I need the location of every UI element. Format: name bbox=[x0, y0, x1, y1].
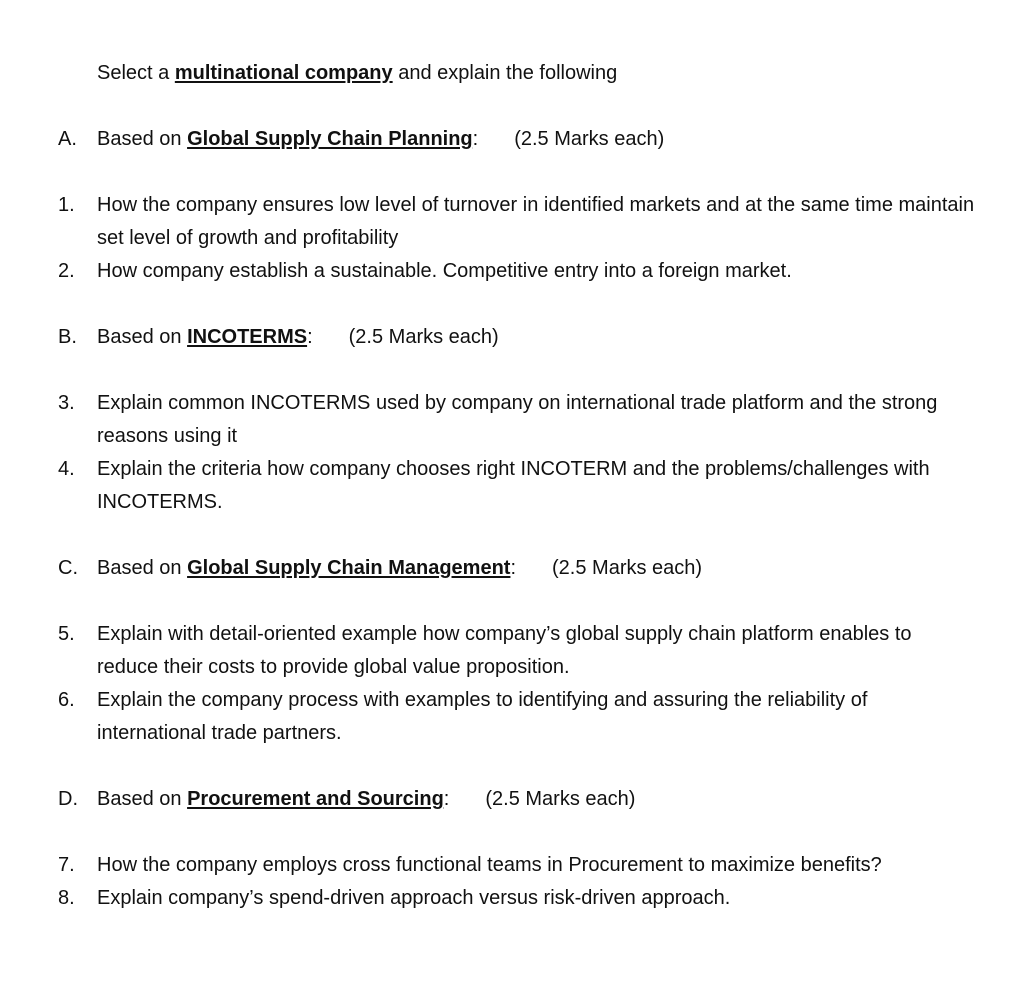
section-c-topic: Global Supply Chain Management bbox=[187, 557, 511, 579]
section-a-prefix: Based on bbox=[97, 128, 188, 150]
question-5-text: Explain with detail-oriented example how company’s global supply chain platform enables to reduce their costs to provide global value proposition. bbox=[97, 623, 912, 678]
question-5-number: 5. bbox=[58, 623, 75, 645]
question-1-number: 1. bbox=[58, 194, 75, 216]
section-d-marks: (2.5 Marks each) bbox=[485, 788, 636, 810]
intro-emphasis: multinational company bbox=[174, 62, 393, 84]
question-7-number: 7. bbox=[58, 854, 75, 876]
section-d-prefix: Based on bbox=[97, 788, 188, 810]
section-d-topic: Procurement and Sourcing bbox=[187, 788, 444, 810]
intro-suffix: and explain the following bbox=[392, 62, 618, 84]
section-d-letter: D. bbox=[58, 788, 78, 810]
section-a-colon: : bbox=[472, 128, 479, 150]
question-2-text: How company establish a sustainable. Competitive entry into a foreign market. bbox=[97, 260, 792, 282]
section-a-marks: (2.5 Marks each) bbox=[514, 128, 665, 150]
section-c-prefix: Based on bbox=[97, 557, 188, 579]
question-3-text: Explain common INCOTERMS used by company on international trade platform and the strong reasons using it bbox=[97, 392, 938, 447]
question-8-text: Explain company’s spend-driven approach versus risk-driven approach. bbox=[97, 887, 731, 909]
question-1-text: How the company ensures low level of turnover in identified markets and at the same time maintain set level of growth and profitability bbox=[97, 194, 975, 249]
intro-prefix: Select a bbox=[97, 62, 175, 84]
question-2-number: 2. bbox=[58, 260, 75, 282]
section-d-heading bbox=[97, 787, 635, 811]
question-6-number: 6. bbox=[58, 689, 75, 711]
section-a-topic: Global Supply Chain Planning bbox=[187, 128, 473, 150]
question-6-text: Explain the company process with examples to identifying and assuring the reliability of international trade partners. bbox=[97, 689, 868, 744]
question-4-number: 4. bbox=[58, 458, 75, 480]
section-b-marks: (2.5 Marks each) bbox=[348, 326, 499, 348]
section-d-colon: : bbox=[443, 788, 450, 810]
intro-line bbox=[97, 61, 617, 85]
section-b-heading bbox=[97, 325, 499, 349]
section-c-letter: C. bbox=[58, 557, 78, 579]
section-a-letter: A. bbox=[58, 128, 77, 150]
section-b-letter: B. bbox=[58, 326, 77, 348]
section-c-marks: (2.5 Marks each) bbox=[552, 557, 703, 579]
question-7-text: How the company employs cross functional teams in Procurement to maximize benefits? bbox=[97, 854, 882, 876]
question-8-number: 8. bbox=[58, 887, 75, 909]
question-4-text: Explain the criteria how company chooses right INCOTERM and the problems/challenges with INCOTERMS. bbox=[97, 458, 930, 513]
section-c-colon: : bbox=[510, 557, 517, 579]
section-c-heading bbox=[97, 556, 702, 580]
section-a-heading bbox=[97, 127, 664, 151]
section-b-topic: INCOTERMS bbox=[187, 326, 308, 348]
question-3-number: 3. bbox=[58, 392, 75, 414]
section-b-prefix: Based on bbox=[97, 326, 188, 348]
section-b-colon: : bbox=[307, 326, 313, 348]
